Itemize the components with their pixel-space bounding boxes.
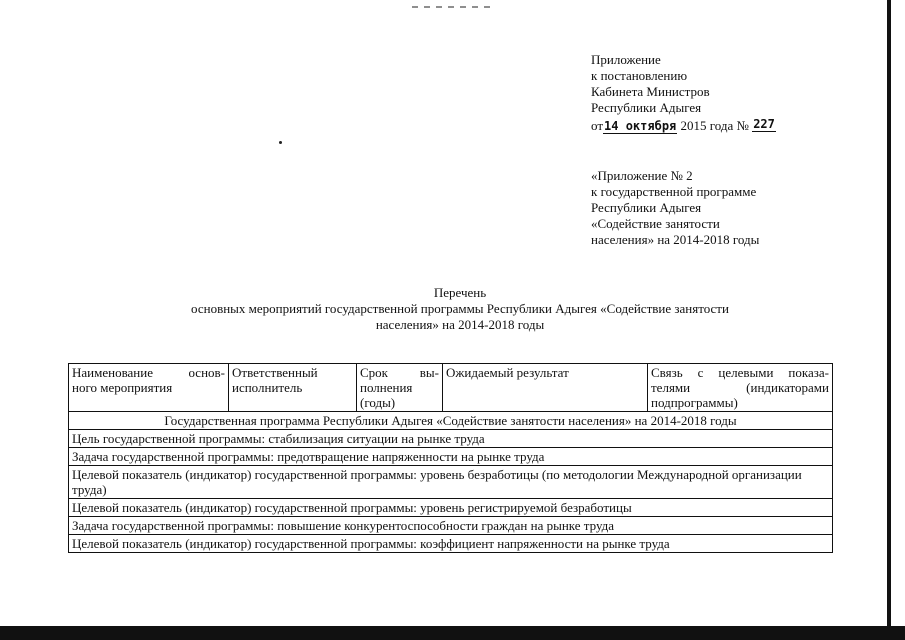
header-text: ного мероприятия bbox=[72, 380, 173, 395]
scan-speck bbox=[279, 141, 282, 144]
indicator-row: Целевой показатель (индикатор) государственной программы: уровень безработицы (по методологии Международной организации труда) bbox=[69, 466, 833, 499]
table-row bbox=[69, 430, 833, 448]
table-row bbox=[69, 517, 833, 535]
indicator-row: Целевой показатель (индикатор) государственной программы: уровень регистрируемой безработицы bbox=[69, 499, 833, 517]
handwritten-date: 14 октября bbox=[604, 119, 677, 133]
document-title bbox=[110, 285, 810, 333]
header-text: Срок вы- bbox=[360, 365, 439, 380]
annex2-header bbox=[591, 168, 759, 248]
title-line-3: населения» на 2014-2018 годы bbox=[375, 317, 545, 332]
header-text: Ответственный bbox=[232, 365, 318, 380]
header-text: подпрограммы) bbox=[651, 395, 738, 410]
annex-header bbox=[591, 52, 776, 134]
header-cell-responsible bbox=[229, 364, 357, 412]
header-text: полнения bbox=[360, 380, 413, 395]
header-text: (годы) bbox=[360, 395, 396, 410]
annex2-line: к государственной программе bbox=[591, 184, 757, 199]
date-suffix: 2015 года № bbox=[680, 118, 749, 133]
header-text: Ожидаемый результат bbox=[446, 365, 569, 380]
scan-edge-right bbox=[887, 0, 891, 640]
scan-artifact bbox=[412, 6, 492, 8]
header-cell-indicators bbox=[648, 364, 833, 412]
header-cell-activity bbox=[69, 364, 229, 412]
scan-edge-bottom bbox=[0, 626, 905, 640]
annex-line: Кабинета Министров bbox=[591, 84, 710, 99]
annex2-line: Республики Адыгея bbox=[591, 200, 702, 215]
goal-row: Цель государственной программы: стабилизация ситуации на рынке труда bbox=[69, 430, 833, 448]
indicator-row: Целевой показатель (индикатор) государственной программы: коэффициент напряженности на рынке труда bbox=[69, 535, 833, 553]
header-cell-term bbox=[357, 364, 443, 412]
date-prefix: от bbox=[591, 118, 604, 133]
table-header-row bbox=[69, 364, 833, 412]
title-line-2: основных мероприятий государственной программы Республики Адыгея «Содействие занятости bbox=[191, 301, 729, 316]
header-text: Наименование основ- bbox=[72, 365, 225, 380]
task-row: Задача государственной программы: повышение конкурентоспособности граждан на рынке труда bbox=[69, 517, 833, 535]
table-row bbox=[69, 448, 833, 466]
annex2-line: «Приложение № 2 bbox=[591, 168, 693, 183]
table-row bbox=[69, 412, 833, 430]
header-text: Связь с целевыми показа- bbox=[651, 365, 829, 380]
program-row: Государственная программа Республики Адыгея «Содействие занятости населения» на 2014-2018 годы bbox=[69, 412, 833, 430]
header-cell-result bbox=[443, 364, 648, 412]
header-text: телями (индикаторами bbox=[651, 380, 829, 395]
header-text: исполнитель bbox=[232, 380, 303, 395]
annex-date-line bbox=[591, 116, 776, 134]
annex-line: Республики Адыгея bbox=[591, 100, 702, 115]
table-row bbox=[69, 466, 833, 499]
annex-line: к постановлению bbox=[591, 68, 688, 83]
table-row bbox=[69, 535, 833, 553]
annex-line: Приложение bbox=[591, 52, 661, 67]
annex2-line: населения» на 2014-2018 годы bbox=[591, 232, 760, 247]
activities-table bbox=[68, 363, 833, 553]
handwritten-number: 227 bbox=[753, 117, 775, 131]
title-line-1: Перечень bbox=[433, 285, 487, 300]
table-row bbox=[69, 499, 833, 517]
task-row: Задача государственной программы: предотвращение напряженности на рынке труда bbox=[69, 448, 833, 466]
annex2-line: «Содействие занятости bbox=[591, 216, 720, 231]
